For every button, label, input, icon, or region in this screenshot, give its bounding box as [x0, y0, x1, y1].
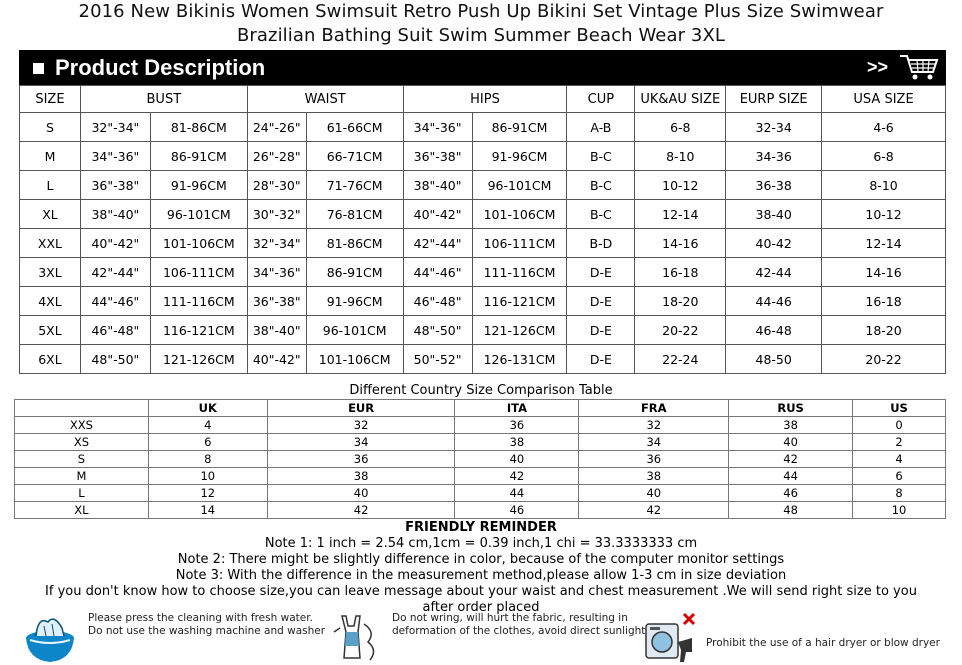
size-advice-line2: after order placed: [422, 600, 540, 615]
table-cell: 86-91CM: [306, 258, 403, 287]
table-cell: 106-111CM: [150, 258, 247, 287]
do-not-wring-icon: [328, 612, 382, 664]
table-cell: 0: [853, 417, 946, 434]
table-cell: 10: [853, 502, 946, 519]
banner-arrows: >>: [867, 57, 889, 77]
table-cell: XL: [20, 200, 81, 229]
table-cell: 10-12: [635, 171, 726, 200]
table-cell: 126-131CM: [472, 345, 567, 374]
table-cell: 61-66CM: [306, 113, 403, 142]
table-cell: 40: [579, 485, 729, 502]
table-cell: 32: [267, 417, 455, 434]
size-chart-table: [19, 85, 946, 374]
table-cell: 36: [267, 451, 455, 468]
comparison-title: Different Country Size Comparison Table: [349, 383, 613, 398]
column-header: BUST: [80, 86, 247, 113]
column-header: EURP SIZE: [726, 86, 822, 113]
table-cell: 38"-40": [80, 200, 150, 229]
table-cell: 4: [853, 451, 946, 468]
size-table-header: [20, 86, 946, 113]
table-cell: 36"-38": [247, 287, 306, 316]
country-size-comparison-table: [14, 399, 946, 519]
table-cell: 34"-36": [80, 142, 150, 171]
table-cell: 86-91CM: [150, 142, 247, 171]
table-cell: S: [15, 451, 149, 468]
table-row: [20, 229, 946, 258]
table-cell: 101-106CM: [472, 200, 567, 229]
table-cell: XL: [15, 502, 149, 519]
table-cell: 42: [579, 502, 729, 519]
table-cell: 20-22: [635, 316, 726, 345]
table-cell: 96-101CM: [150, 200, 247, 229]
table-cell: 44-46: [726, 287, 822, 316]
table-cell: 81-86CM: [150, 113, 247, 142]
table-cell: 42: [267, 502, 455, 519]
table-cell: 36"-38": [80, 171, 150, 200]
table-cell: 46"-48": [80, 316, 150, 345]
table-cell: D-E: [567, 258, 635, 287]
table-cell: 96-101CM: [472, 171, 567, 200]
table-cell: 101-106CM: [306, 345, 403, 374]
table-cell: 44"-46": [80, 287, 150, 316]
table-cell: 26"-28": [247, 142, 306, 171]
table-row: [15, 468, 946, 485]
table-cell: 6XL: [20, 345, 81, 374]
table-cell: 42"-44": [80, 258, 150, 287]
table-cell: 40"-42": [80, 229, 150, 258]
table-cell: 44: [729, 468, 853, 485]
column-header: WAIST: [247, 86, 403, 113]
table-cell: 36: [455, 417, 579, 434]
care-hand-wash: [88, 612, 325, 638]
table-cell: 4-6: [822, 113, 946, 142]
table-cell: D-E: [567, 316, 635, 345]
care-do-not-wring-line2: deformation of the clothes, avoid direct sunlight: [392, 625, 646, 637]
care-do-not-wring-line1: Do not wring, will hurt the fabric, resulting in: [392, 612, 628, 624]
product-title: [0, 0, 962, 48]
table-cell: 14-16: [635, 229, 726, 258]
table-cell: 32"-34": [80, 113, 150, 142]
table-cell: 34"-36": [247, 258, 306, 287]
table-cell: 44"-46": [403, 258, 472, 287]
table-cell: M: [15, 468, 149, 485]
column-header: CUP: [567, 86, 635, 113]
table-cell: 42: [729, 451, 853, 468]
table-cell: 12: [148, 485, 267, 502]
table-cell: 32: [579, 417, 729, 434]
note-3: Note 3: With the difference in the measurement method,please allow 1-3 cm in size deviation: [175, 568, 787, 583]
table-cell: B-D: [567, 229, 635, 258]
table-cell: 16-18: [635, 258, 726, 287]
table-cell: 111-116CM: [150, 287, 247, 316]
table-cell: 121-126CM: [150, 345, 247, 374]
table-row: [15, 451, 946, 468]
table-row: [20, 345, 946, 374]
table-cell: 46: [455, 502, 579, 519]
column-header: UK&AU SIZE: [635, 86, 726, 113]
table-cell: 36"-38": [403, 142, 472, 171]
table-cell: A-B: [567, 113, 635, 142]
table-cell: 32-34: [726, 113, 822, 142]
table-cell: 42: [455, 468, 579, 485]
table-cell: 91-96CM: [306, 287, 403, 316]
table-cell: 4XL: [20, 287, 81, 316]
table-cell: 14: [148, 502, 267, 519]
table-cell: 40"-42": [247, 345, 306, 374]
table-cell: 10-12: [822, 200, 946, 229]
table-cell: 38: [729, 417, 853, 434]
care-do-not-wring: [392, 612, 645, 638]
care-hand-wash-line1: Please press the cleaning with fresh water.: [88, 612, 313, 624]
note-1: Note 1: 1 inch = 2.54 cm,1cm = 0.39 inch,1 chi = 33.3333333 cm: [264, 536, 698, 551]
table-cell: 2: [853, 434, 946, 451]
table-cell: 3XL: [20, 258, 81, 287]
table-cell: 24"-26": [247, 113, 306, 142]
table-cell: 36: [579, 451, 729, 468]
table-cell: 6-8: [822, 142, 946, 171]
table-cell: 86-91CM: [472, 113, 567, 142]
no-dryer-icon: [640, 612, 700, 664]
table-row: [20, 113, 946, 142]
table-row: [20, 287, 946, 316]
table-cell: 48"-50": [80, 345, 150, 374]
reminder-heading: FRIENDLY REMINDER: [405, 520, 557, 535]
table-cell: 6: [853, 468, 946, 485]
product-title-line2: Brazilian Bathing Suit Swim Summer Beach Wear 3XL: [236, 25, 726, 46]
table-cell: B-C: [567, 200, 635, 229]
table-cell: XXL: [20, 229, 81, 258]
shopping-cart-icon[interactable]: [897, 52, 941, 82]
table-cell: 30"-32": [247, 200, 306, 229]
bullet-square-icon: [33, 63, 44, 74]
table-cell: 106-111CM: [472, 229, 567, 258]
table-cell: 34: [579, 434, 729, 451]
table-row: [15, 417, 946, 434]
table-cell: 81-86CM: [306, 229, 403, 258]
care-no-dryer: [706, 637, 940, 650]
table-row: [15, 485, 946, 502]
column-header: UK: [148, 400, 267, 417]
column-header: USA SIZE: [822, 86, 946, 113]
table-cell: 18-20: [822, 316, 946, 345]
table-cell: 12-14: [635, 200, 726, 229]
table-row: [20, 200, 946, 229]
table-cell: 40: [267, 485, 455, 502]
table-cell: 8: [148, 451, 267, 468]
product-description-banner: [19, 50, 946, 85]
table-row: [20, 258, 946, 287]
care-hand-wash-line2: Do not use the washing machine and washer: [88, 625, 326, 637]
table-cell: 4: [148, 417, 267, 434]
column-header: SIZE: [20, 86, 81, 113]
table-cell: M: [20, 142, 81, 171]
table-cell: 10: [148, 468, 267, 485]
table-row: [15, 434, 946, 451]
table-cell: 101-106CM: [150, 229, 247, 258]
table-cell: 38"-40": [403, 171, 472, 200]
table-cell: 111-116CM: [472, 258, 567, 287]
table-cell: B-C: [567, 142, 635, 171]
table-cell: 50"-52": [403, 345, 472, 374]
table-cell: 48-50: [726, 345, 822, 374]
table-cell: 32"-34": [247, 229, 306, 258]
table-cell: XXS: [15, 417, 149, 434]
table-cell: 116-121CM: [472, 287, 567, 316]
table-cell: 91-96CM: [150, 171, 247, 200]
table-cell: L: [15, 485, 149, 502]
table-cell: B-C: [567, 171, 635, 200]
table-cell: 38"-40": [247, 316, 306, 345]
table-row: [20, 316, 946, 345]
table-cell: 40"-42": [403, 200, 472, 229]
column-header: FRA: [579, 400, 729, 417]
table-cell: 38: [267, 468, 455, 485]
care-no-dryer-line1: Prohibit the use of a hair dryer or blow dryer: [706, 637, 940, 649]
table-cell: 28"-30": [247, 171, 306, 200]
table-cell: 96-101CM: [306, 316, 403, 345]
table-cell: 20-22: [822, 345, 946, 374]
table-cell: 6: [148, 434, 267, 451]
column-header: RUS: [729, 400, 853, 417]
comparison-header: [15, 400, 946, 417]
table-cell: XS: [15, 434, 149, 451]
table-cell: 5XL: [20, 316, 81, 345]
size-advice-line1: If you don't know how to choose size,you can leave message about your waist and chest measurement .We will send right size to you: [45, 584, 917, 599]
table-cell: 14-16: [822, 258, 946, 287]
table-cell: 8-10: [822, 171, 946, 200]
table-row: [20, 142, 946, 171]
table-cell: 48: [729, 502, 853, 519]
table-cell: 34-36: [726, 142, 822, 171]
table-cell: 40: [455, 451, 579, 468]
table-row: [15, 502, 946, 519]
banner-label: Product Description: [55, 55, 266, 80]
column-header: US: [853, 400, 946, 417]
column-header: EUR: [267, 400, 455, 417]
table-cell: 16-18: [822, 287, 946, 316]
table-cell: 8-10: [635, 142, 726, 171]
table-cell: L: [20, 171, 81, 200]
table-cell: 116-121CM: [150, 316, 247, 345]
table-cell: 34"-36": [403, 113, 472, 142]
column-header: HIPS: [403, 86, 567, 113]
table-cell: 42"-44": [403, 229, 472, 258]
table-cell: 42-44: [726, 258, 822, 287]
column-header: ITA: [455, 400, 579, 417]
table-cell: 18-20: [635, 287, 726, 316]
table-cell: S: [20, 113, 81, 142]
table-cell: D-E: [567, 287, 635, 316]
table-cell: 91-96CM: [472, 142, 567, 171]
table-cell: 38: [455, 434, 579, 451]
table-cell: 34: [267, 434, 455, 451]
column-header: [15, 400, 149, 417]
table-cell: 48"-50": [403, 316, 472, 345]
product-title-line1: 2016 New Bikinis Women Swimsuit Retro Push Up Bikini Set Vintage Plus Size Swimwear: [78, 1, 884, 22]
table-cell: 76-81CM: [306, 200, 403, 229]
table-cell: 46"-48": [403, 287, 472, 316]
table-cell: 36-38: [726, 171, 822, 200]
table-cell: 46: [729, 485, 853, 502]
table-cell: 66-71CM: [306, 142, 403, 171]
friendly-reminder: [0, 520, 962, 616]
table-cell: 71-76CM: [306, 171, 403, 200]
table-cell: 38: [579, 468, 729, 485]
table-cell: 38-40: [726, 200, 822, 229]
hand-wash-icon: [22, 612, 78, 664]
note-2: Note 2: There might be slightly difference in color, because of the computer monitor settings: [177, 552, 785, 567]
table-cell: 40-42: [726, 229, 822, 258]
table-cell: 22-24: [635, 345, 726, 374]
table-cell: 121-126CM: [472, 316, 567, 345]
table-cell: 44: [455, 485, 579, 502]
table-cell: D-E: [567, 345, 635, 374]
table-cell: 12-14: [822, 229, 946, 258]
table-row: [20, 171, 946, 200]
table-cell: 6-8: [635, 113, 726, 142]
table-cell: 40: [729, 434, 853, 451]
table-cell: 8: [853, 485, 946, 502]
table-cell: 46-48: [726, 316, 822, 345]
